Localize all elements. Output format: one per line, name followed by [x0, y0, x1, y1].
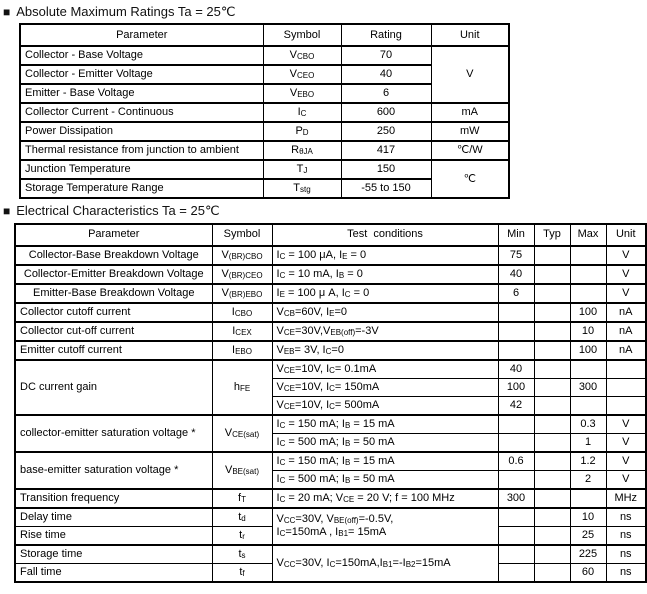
column-header: Typ [534, 224, 570, 246]
symbol-cell: $V_{CEO}$ [263, 65, 341, 84]
unit-cell [606, 360, 646, 379]
cond-cell: $V_{CC}=30V$, $V_{BE(off)}=-0.5V$, $I_C=150mA$ , $I_{B1}= 15mA$ [272, 508, 498, 545]
min-cell [498, 341, 534, 360]
unit-cell: ns [606, 563, 646, 582]
max-cell: 2 [570, 470, 606, 489]
min-cell [498, 433, 534, 452]
unit-cell: ℃ [431, 160, 509, 198]
symbol-cell: $I_C$ [263, 103, 341, 122]
param-cell: Transition frequency [15, 489, 212, 508]
symbol-cell: $V_{(BR)EBO}$ [212, 284, 272, 303]
rating-cell: 250 [341, 122, 431, 141]
cond-cell: $V_{CC}=30V$, $I_C=150mA,I_{B1}=-I_{B2}=15mA$ [272, 545, 498, 582]
section-title-electrical-characteristics [0, 199, 647, 222]
max-cell [570, 246, 606, 265]
typ-cell [534, 303, 570, 322]
max-cell: 25 [570, 526, 606, 545]
unit-cell: V [606, 415, 646, 434]
column-header: Symbol [212, 224, 272, 246]
absolute-maximum-ratings-table [19, 23, 510, 199]
electrical-characteristics-table [14, 223, 647, 583]
min-cell [498, 526, 534, 545]
table-row [15, 284, 646, 303]
min-cell [498, 508, 534, 527]
symbol-cell: $V_{EBO}$ [263, 84, 341, 103]
min-cell: 42 [498, 396, 534, 415]
typ-cell [534, 322, 570, 341]
symbol-cell: $V_{(BR)CBO}$ [212, 246, 272, 265]
symbol-cell: $R_{\theta JA}$ [263, 141, 341, 160]
unit-cell: V [606, 433, 646, 452]
rating-cell: 417 [341, 141, 431, 160]
column-header: Parameter [15, 224, 212, 246]
unit-cell: ns [606, 526, 646, 545]
unit-cell: nA [606, 322, 646, 341]
table-row [15, 452, 646, 471]
min-cell: 40 [498, 360, 534, 379]
typ-cell [534, 246, 570, 265]
max-cell: 0.3 [570, 415, 606, 434]
min-cell: 0.6 [498, 452, 534, 471]
table-row [15, 246, 646, 265]
table-row [20, 103, 509, 122]
table-row [15, 508, 646, 527]
column-header: Min [498, 224, 534, 246]
unit-cell: V [606, 265, 646, 284]
param-cell: Storage time [15, 545, 212, 564]
unit-cell: V [431, 46, 509, 103]
table-row [15, 545, 646, 564]
symbol-cell: $I_{CEX}$ [212, 322, 272, 341]
min-cell: 40 [498, 265, 534, 284]
column-header: Symbol [263, 24, 341, 46]
param-cell: Collector - Base Voltage [20, 46, 263, 65]
typ-cell [534, 433, 570, 452]
table-row [15, 415, 646, 434]
unit-cell: MHz [606, 489, 646, 508]
param-cell: Collector-Emitter Breakdown Voltage [15, 265, 212, 284]
min-cell: 75 [498, 246, 534, 265]
table-row [15, 360, 646, 379]
param-cell: Collector cutoff current [15, 303, 212, 322]
max-cell [570, 360, 606, 379]
table-row [15, 322, 646, 341]
rating-cell: 600 [341, 103, 431, 122]
typ-cell [534, 489, 570, 508]
unit-cell: ℃/W [431, 141, 509, 160]
max-cell [570, 284, 606, 303]
symbol-cell: $t_d$ [212, 508, 272, 527]
min-cell [498, 303, 534, 322]
cond-cell: $V_{CE}=10V$, $I_C= 500mA$ [272, 396, 498, 415]
param-cell: Emitter - Base Voltage [20, 84, 263, 103]
cond-cell: $V_{EB}= 3V$, $I_C=0$ [272, 341, 498, 360]
header-row [20, 24, 509, 46]
unit-cell: V [606, 470, 646, 489]
cond-cell: $I_C = 20$ mA; $V_{CE} = 20$ V; f = 100 MHz [272, 489, 498, 508]
cond-cell: $V_{CB}=60V$, $I_E=0$ [272, 303, 498, 322]
symbol-cell: $I_{EBO}$ [212, 341, 272, 360]
param-cell: Emitter cutoff current [15, 341, 212, 360]
symbol-cell: $T_J$ [263, 160, 341, 179]
symbol-cell: $V_{BE(sat)}$ [212, 452, 272, 489]
symbol-cell: $V_{CE(sat)}$ [212, 415, 272, 452]
typ-cell [534, 545, 570, 564]
param-cell: Collector-Base Breakdown Voltage [15, 246, 212, 265]
square-bullet-icon: ■ [3, 5, 11, 20]
param-cell: Emitter-Base Breakdown Voltage [15, 284, 212, 303]
typ-cell [534, 360, 570, 379]
param-cell: Rise time [15, 526, 212, 545]
param-cell: Collector Current - Continuous [20, 103, 263, 122]
max-cell: 10 [570, 322, 606, 341]
cond-cell: $I_C = 150$ mA; $I_B = 15$ mA [272, 452, 498, 471]
rating-cell: -55 to 150 [341, 179, 431, 198]
max-cell [570, 489, 606, 508]
max-cell [570, 265, 606, 284]
header-row [15, 224, 646, 246]
rating-cell: 70 [341, 46, 431, 65]
min-cell: 6 [498, 284, 534, 303]
symbol-cell: $V_{CBO}$ [263, 46, 341, 65]
cond-cell: $V_{CE}=10V$, $I_C= 0.1mA$ [272, 360, 498, 379]
max-cell: 1.2 [570, 452, 606, 471]
param-cell: Fall time [15, 563, 212, 582]
unit-cell: V [606, 284, 646, 303]
section-title-text: Electrical Characteristics Ta = 25℃ [16, 203, 220, 219]
param-cell: Power Dissipation [20, 122, 263, 141]
typ-cell [534, 526, 570, 545]
unit-cell: mA [431, 103, 509, 122]
column-header: Test conditions [272, 224, 498, 246]
param-cell: Storage Temperature Range [20, 179, 263, 198]
unit-cell: V [606, 452, 646, 471]
cond-cell: $V_{CE}=10V$, $I_C= 150mA$ [272, 378, 498, 396]
symbol-cell: $t_f$ [212, 563, 272, 582]
unit-cell: mW [431, 122, 509, 141]
param-cell: DC current gain [15, 360, 212, 415]
symbol-cell: $t_s$ [212, 545, 272, 564]
symbol-cell: $I_{CBO}$ [212, 303, 272, 322]
symbol-cell: $h_{FE}$ [212, 360, 272, 415]
min-cell [498, 563, 534, 582]
cond-cell: $I_C = 100$ μA, $I_E = 0$ [272, 246, 498, 265]
typ-cell [534, 265, 570, 284]
min-cell [498, 545, 534, 564]
min-cell [498, 322, 534, 341]
max-cell: 300 [570, 378, 606, 396]
symbol-cell: $T_{stg}$ [263, 179, 341, 198]
max-cell: 1 [570, 433, 606, 452]
param-cell: base-emitter saturation voltage * [15, 452, 212, 489]
unit-cell [606, 378, 646, 396]
square-bullet-icon: ■ [3, 204, 11, 219]
symbol-cell: $f_T$ [212, 489, 272, 508]
table-row [20, 122, 509, 141]
param-cell: Collector - Emitter Voltage [20, 65, 263, 84]
typ-cell [534, 452, 570, 471]
typ-cell [534, 508, 570, 527]
max-cell: 60 [570, 563, 606, 582]
table-row [15, 489, 646, 508]
min-cell [498, 470, 534, 489]
unit-cell: ns [606, 508, 646, 527]
cond-cell: $I_C = 150$ mA; $I_B = 15$ mA [272, 415, 498, 434]
param-cell: collector-emitter saturation voltage * [15, 415, 212, 452]
unit-cell: nA [606, 303, 646, 322]
typ-cell [534, 284, 570, 303]
cond-cell: $V_{CE}=30V,V_{EB(off)}=-3V$ [272, 322, 498, 341]
section-title-absolute-maximum-ratings [0, 0, 647, 23]
table-row [15, 303, 646, 322]
table-row [20, 160, 509, 179]
typ-cell [534, 470, 570, 489]
cond-cell: $I_C = 500$ mA; $I_B = 50$ mA [272, 470, 498, 489]
max-cell: 100 [570, 303, 606, 322]
param-cell: Thermal resistance from junction to ambient [20, 141, 263, 160]
unit-cell: ns [606, 545, 646, 564]
unit-cell [606, 396, 646, 415]
table-row [15, 341, 646, 360]
unit-cell: nA [606, 341, 646, 360]
cond-cell: $I_C = 10$ mA, $I_B = 0$ [272, 265, 498, 284]
param-cell: Delay time [15, 508, 212, 527]
table-row [20, 141, 509, 160]
column-header: Parameter [20, 24, 263, 46]
min-cell [498, 415, 534, 434]
section-title-text: Absolute Maximum Ratings Ta = 25℃ [16, 4, 236, 19]
cond-cell: $I_E = 100$ μ A, $I_C = 0$ [272, 284, 498, 303]
typ-cell [534, 396, 570, 415]
symbol-cell: $P_D$ [263, 122, 341, 141]
max-cell: 10 [570, 508, 606, 527]
rating-cell: 150 [341, 160, 431, 179]
typ-cell [534, 341, 570, 360]
column-header: Rating [341, 24, 431, 46]
column-header: Max [570, 224, 606, 246]
column-header: Unit [606, 224, 646, 246]
min-cell: 100 [498, 378, 534, 396]
typ-cell [534, 415, 570, 434]
max-cell [570, 396, 606, 415]
table-row [20, 46, 509, 65]
param-cell: Collector cut-off current [15, 322, 212, 341]
symbol-cell: $t_r$ [212, 526, 272, 545]
max-cell: 225 [570, 545, 606, 564]
max-cell: 100 [570, 341, 606, 360]
cond-cell: $I_C = 500$ mA; $I_B = 50$ mA [272, 433, 498, 452]
unit-cell: V [606, 246, 646, 265]
rating-cell: 40 [341, 65, 431, 84]
typ-cell [534, 563, 570, 582]
symbol-cell: $V_{(BR)CEO}$ [212, 265, 272, 284]
min-cell: 300 [498, 489, 534, 508]
param-cell: Junction Temperature [20, 160, 263, 179]
column-header: Unit [431, 24, 509, 46]
typ-cell [534, 378, 570, 396]
table-row [15, 265, 646, 284]
rating-cell: 6 [341, 84, 431, 103]
